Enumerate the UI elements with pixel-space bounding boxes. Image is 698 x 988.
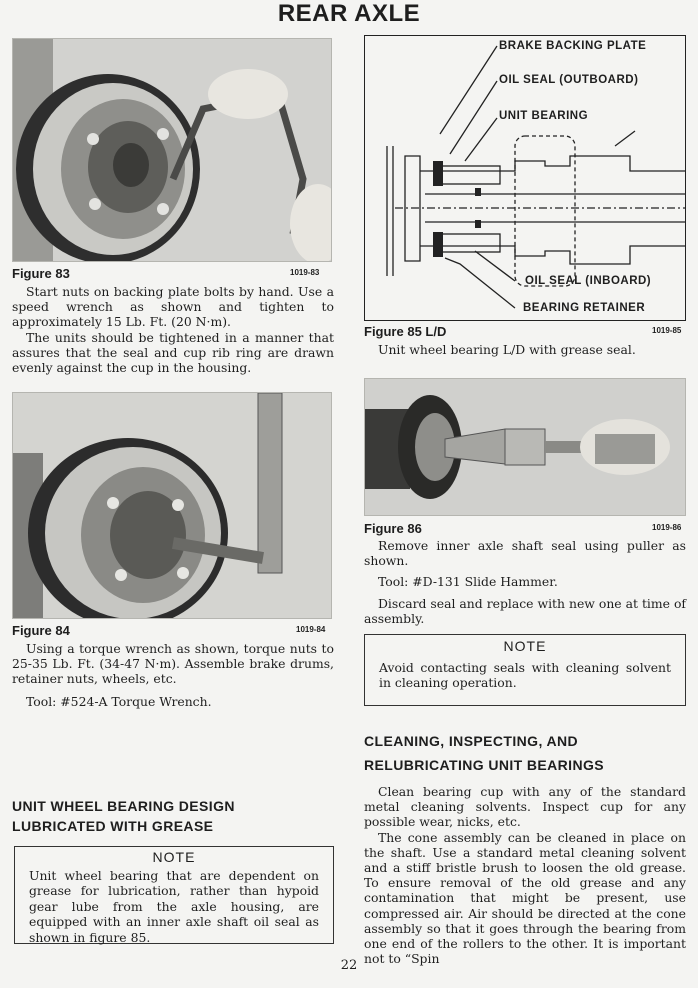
figure-83-photo — [12, 38, 332, 262]
figure-83-code: 1019-83 — [290, 268, 320, 277]
heading-line: UNIT WHEEL BEARING DESIGN — [12, 798, 235, 814]
page-number: 22 — [340, 958, 358, 973]
paragraph: Remove inner axle shaft seal using puller as shown. — [364, 538, 686, 569]
paragraph: Using a torque wrench as shown, torque nuts to 25-35 Lb. Ft. (34-47 N·m). Assemble brake drums, retainer nuts, wheels, etc. — [12, 641, 334, 687]
heading-line: RELUBRICATING UNIT BEARINGS — [364, 757, 604, 773]
figure-86-code: 1019-86 — [652, 523, 682, 532]
heading-line: CLEANING, INSPECTING, AND — [364, 733, 579, 749]
label-unit-bearing: UNIT BEARING — [499, 110, 589, 122]
note-box-left — [14, 846, 334, 944]
figure-84-label: Figure 84 — [12, 623, 70, 638]
figure-85-code: 1019-85 — [652, 326, 682, 335]
figure-83-illustration — [13, 39, 331, 261]
label-oil-seal-inboard: OIL SEAL (INBOARD) — [525, 275, 652, 287]
figure-84-photo — [12, 392, 332, 619]
heading-line: LUBRICATED WITH GREASE — [12, 818, 214, 834]
figure-85-caption — [364, 342, 686, 357]
label-bearing-retainer: BEARING RETAINER — [523, 302, 646, 314]
figure-86-text — [364, 538, 686, 626]
page-title: REAR AXLE — [277, 0, 421, 27]
paragraph: Unit wheel bearing L/D with grease seal. — [378, 342, 636, 357]
label-oil-seal-outboard: OIL SEAL (OUTBOARD) — [499, 74, 639, 86]
note-box-right — [364, 634, 686, 706]
figure-83-text — [12, 284, 334, 375]
figure-84-code: 1019-84 — [296, 625, 326, 634]
note-title: NOTE — [152, 849, 196, 865]
paragraph: Start nuts on backing plate bolts by hand. Use a speed wrench as shown and tighten to approximately 15 Lb. Ft. (20 N·m). — [12, 284, 334, 330]
figure-85-label: Figure 85 L/D — [364, 324, 447, 339]
paragraph: Clean bearing cup with any of the standard metal cleaning solvents. Inspect cup for any possible wear, nicks, etc. — [364, 784, 686, 830]
cleaning-text — [364, 784, 686, 966]
figure-84-illustration — [13, 393, 331, 618]
label-brake-backing-plate: BRAKE BACKING PLATE — [499, 40, 647, 52]
paragraph: Discard seal and replace with new one at time of assembly. — [364, 595, 686, 626]
note-text: Avoid contacting seals with cleaning solvent in cleaning operation. — [379, 660, 671, 691]
figure-85-diagram — [364, 35, 686, 321]
figure-86-photo — [364, 378, 686, 516]
section-heading-cleaning — [364, 729, 604, 777]
paragraph: Tool: #D-131 Slide Hammer. — [378, 574, 558, 590]
section-heading-unit-wheel-bearing — [12, 796, 235, 836]
note-text: Unit wheel bearing that are dependent on grease for lubrication, rather than hypoid gear lube from the axle housing, are equipped with an inner axle shaft oil seal as shown in figure 85. — [29, 868, 319, 945]
note-title: NOTE — [503, 638, 547, 654]
figure-86-illustration — [365, 379, 685, 515]
figure-86-label: Figure 86 — [364, 521, 422, 536]
paragraph: The cone assembly can be cleaned in place on the shaft. Use a standard metal cleaning solvent and a stiff bristle brush to loosen the old grease. To ensure removal of the old grease and any contamination that might be present, use compressed air. Air should be directed at the cone assembly so that it goes through the bearing from one end of the rollers to the other. It is important not to “Spin — [364, 829, 686, 967]
paragraph: Tool: #524-A Torque Wrench. — [26, 693, 212, 709]
figure-83-label: Figure 83 — [12, 266, 70, 281]
paragraph: The units should be tightened in a manner that assures that the seal and cup rib ring are drawn evenly against the cup in the housing. — [12, 329, 334, 376]
figure-84-text — [12, 641, 334, 709]
